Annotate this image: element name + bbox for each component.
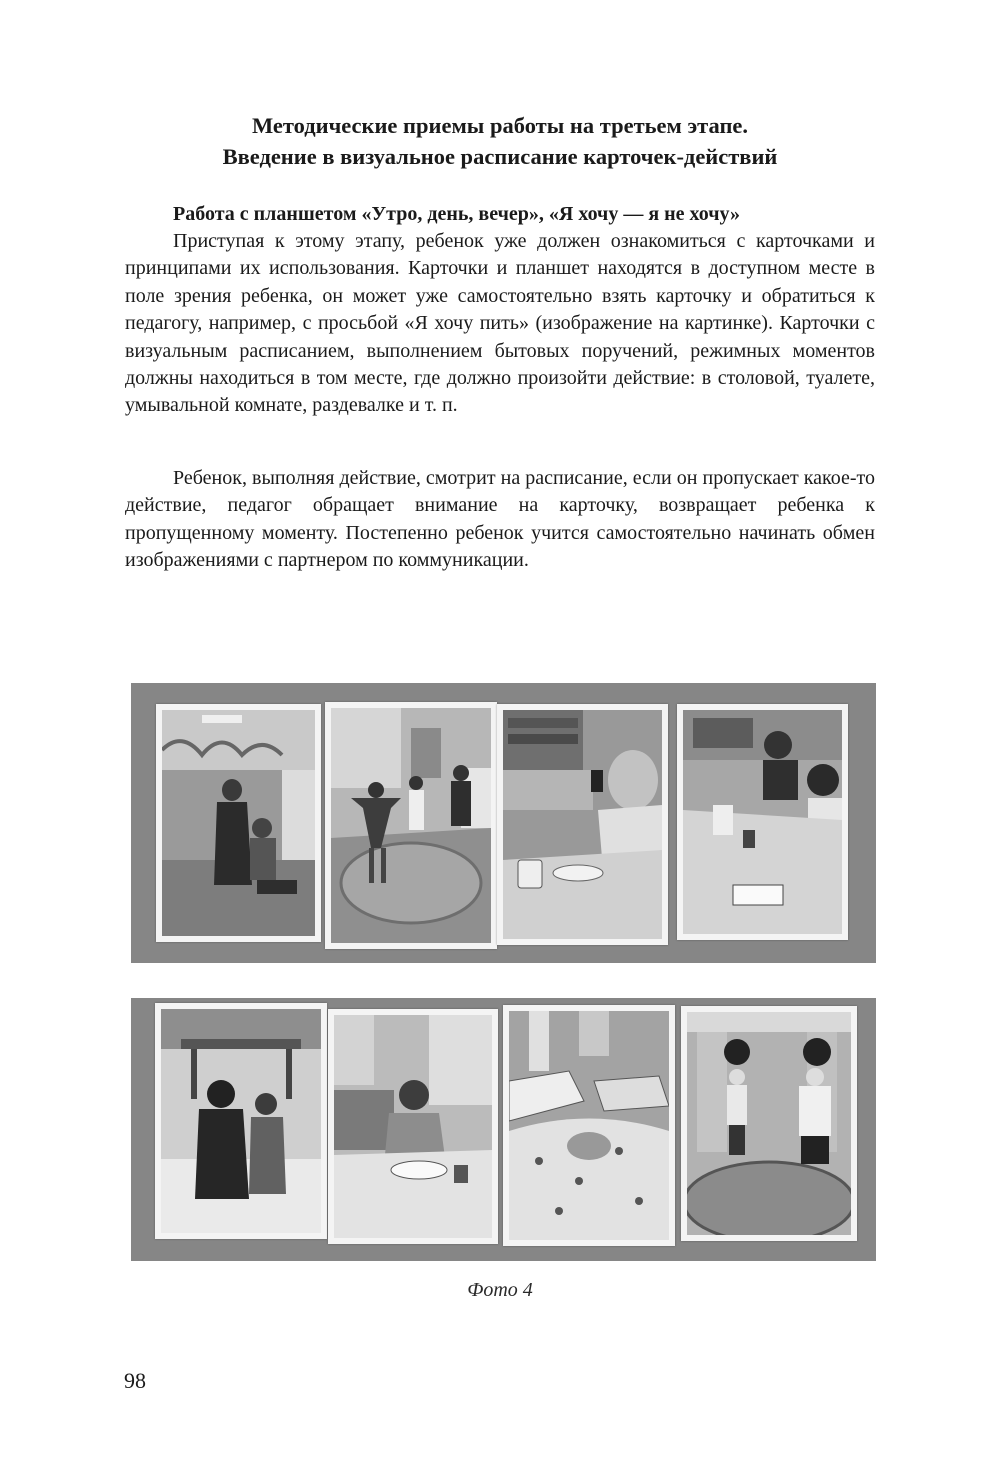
photo-card-meal [497, 704, 668, 945]
photo-meal-image [503, 710, 662, 939]
title-line-2: Введение в визуальное расписание карточек-действий [222, 144, 778, 169]
photo-nap-image [509, 1011, 669, 1240]
photo-card-dressing [156, 704, 321, 942]
photo-card-walk [155, 1003, 327, 1239]
photo-card-nap [503, 1005, 675, 1246]
photo-painting-image [683, 710, 842, 934]
photo-eating-image [334, 1015, 492, 1238]
photo-card-eating [328, 1009, 498, 1244]
photo-card-ball [681, 1006, 857, 1241]
paragraph-1: Приступая к этому этапу, ребенок уже должен ознакомиться с карточками и принципами их использования. Карточки и планшет находятся в доступном месте в поле зрения ребенка, он может уже самостоятельно взять карточку и обратиться к педагогу, например, с просьбой «Я хочу пить» (изображение на картинке). Карточки с визуальным расписанием, выполнением бытовых поручений, режимных моментов должны находиться в том месте, где должно произойти действие: в столовой, туалете, умывальной комнате, раздевалке и т. п. [125, 230, 875, 417]
section-subheading: Работа с планшетом «Утро, день, вечер», «Я хочу — я не хочу» [173, 203, 741, 225]
page-title [125, 110, 875, 172]
photo-strip-bottom [131, 998, 876, 1261]
page-number: 98 [124, 1368, 146, 1393]
photo-card-exercise [325, 702, 497, 949]
photo-dressing-image [162, 710, 315, 936]
photo-ball-image [687, 1012, 851, 1235]
photo-strip-top [131, 683, 876, 963]
photo-exercise-image [331, 708, 491, 943]
photo-card-painting [677, 704, 848, 940]
figure-caption: Фото 4 [467, 1279, 533, 1301]
paragraph-2: Ребенок, выполняя действие, смотрит на расписание, если он пропускает какое-то действие, педагог обращает внимание на карточку, возвращает ребенка к пропущенному моменту. Постепенно ребенок учится самостоятельно начинать обмен изображениями с партнером по коммуникации. [125, 467, 875, 572]
photo-walk-image [161, 1009, 321, 1233]
title-line-1: Методические приемы работы на третьем этапе. [251, 113, 749, 138]
